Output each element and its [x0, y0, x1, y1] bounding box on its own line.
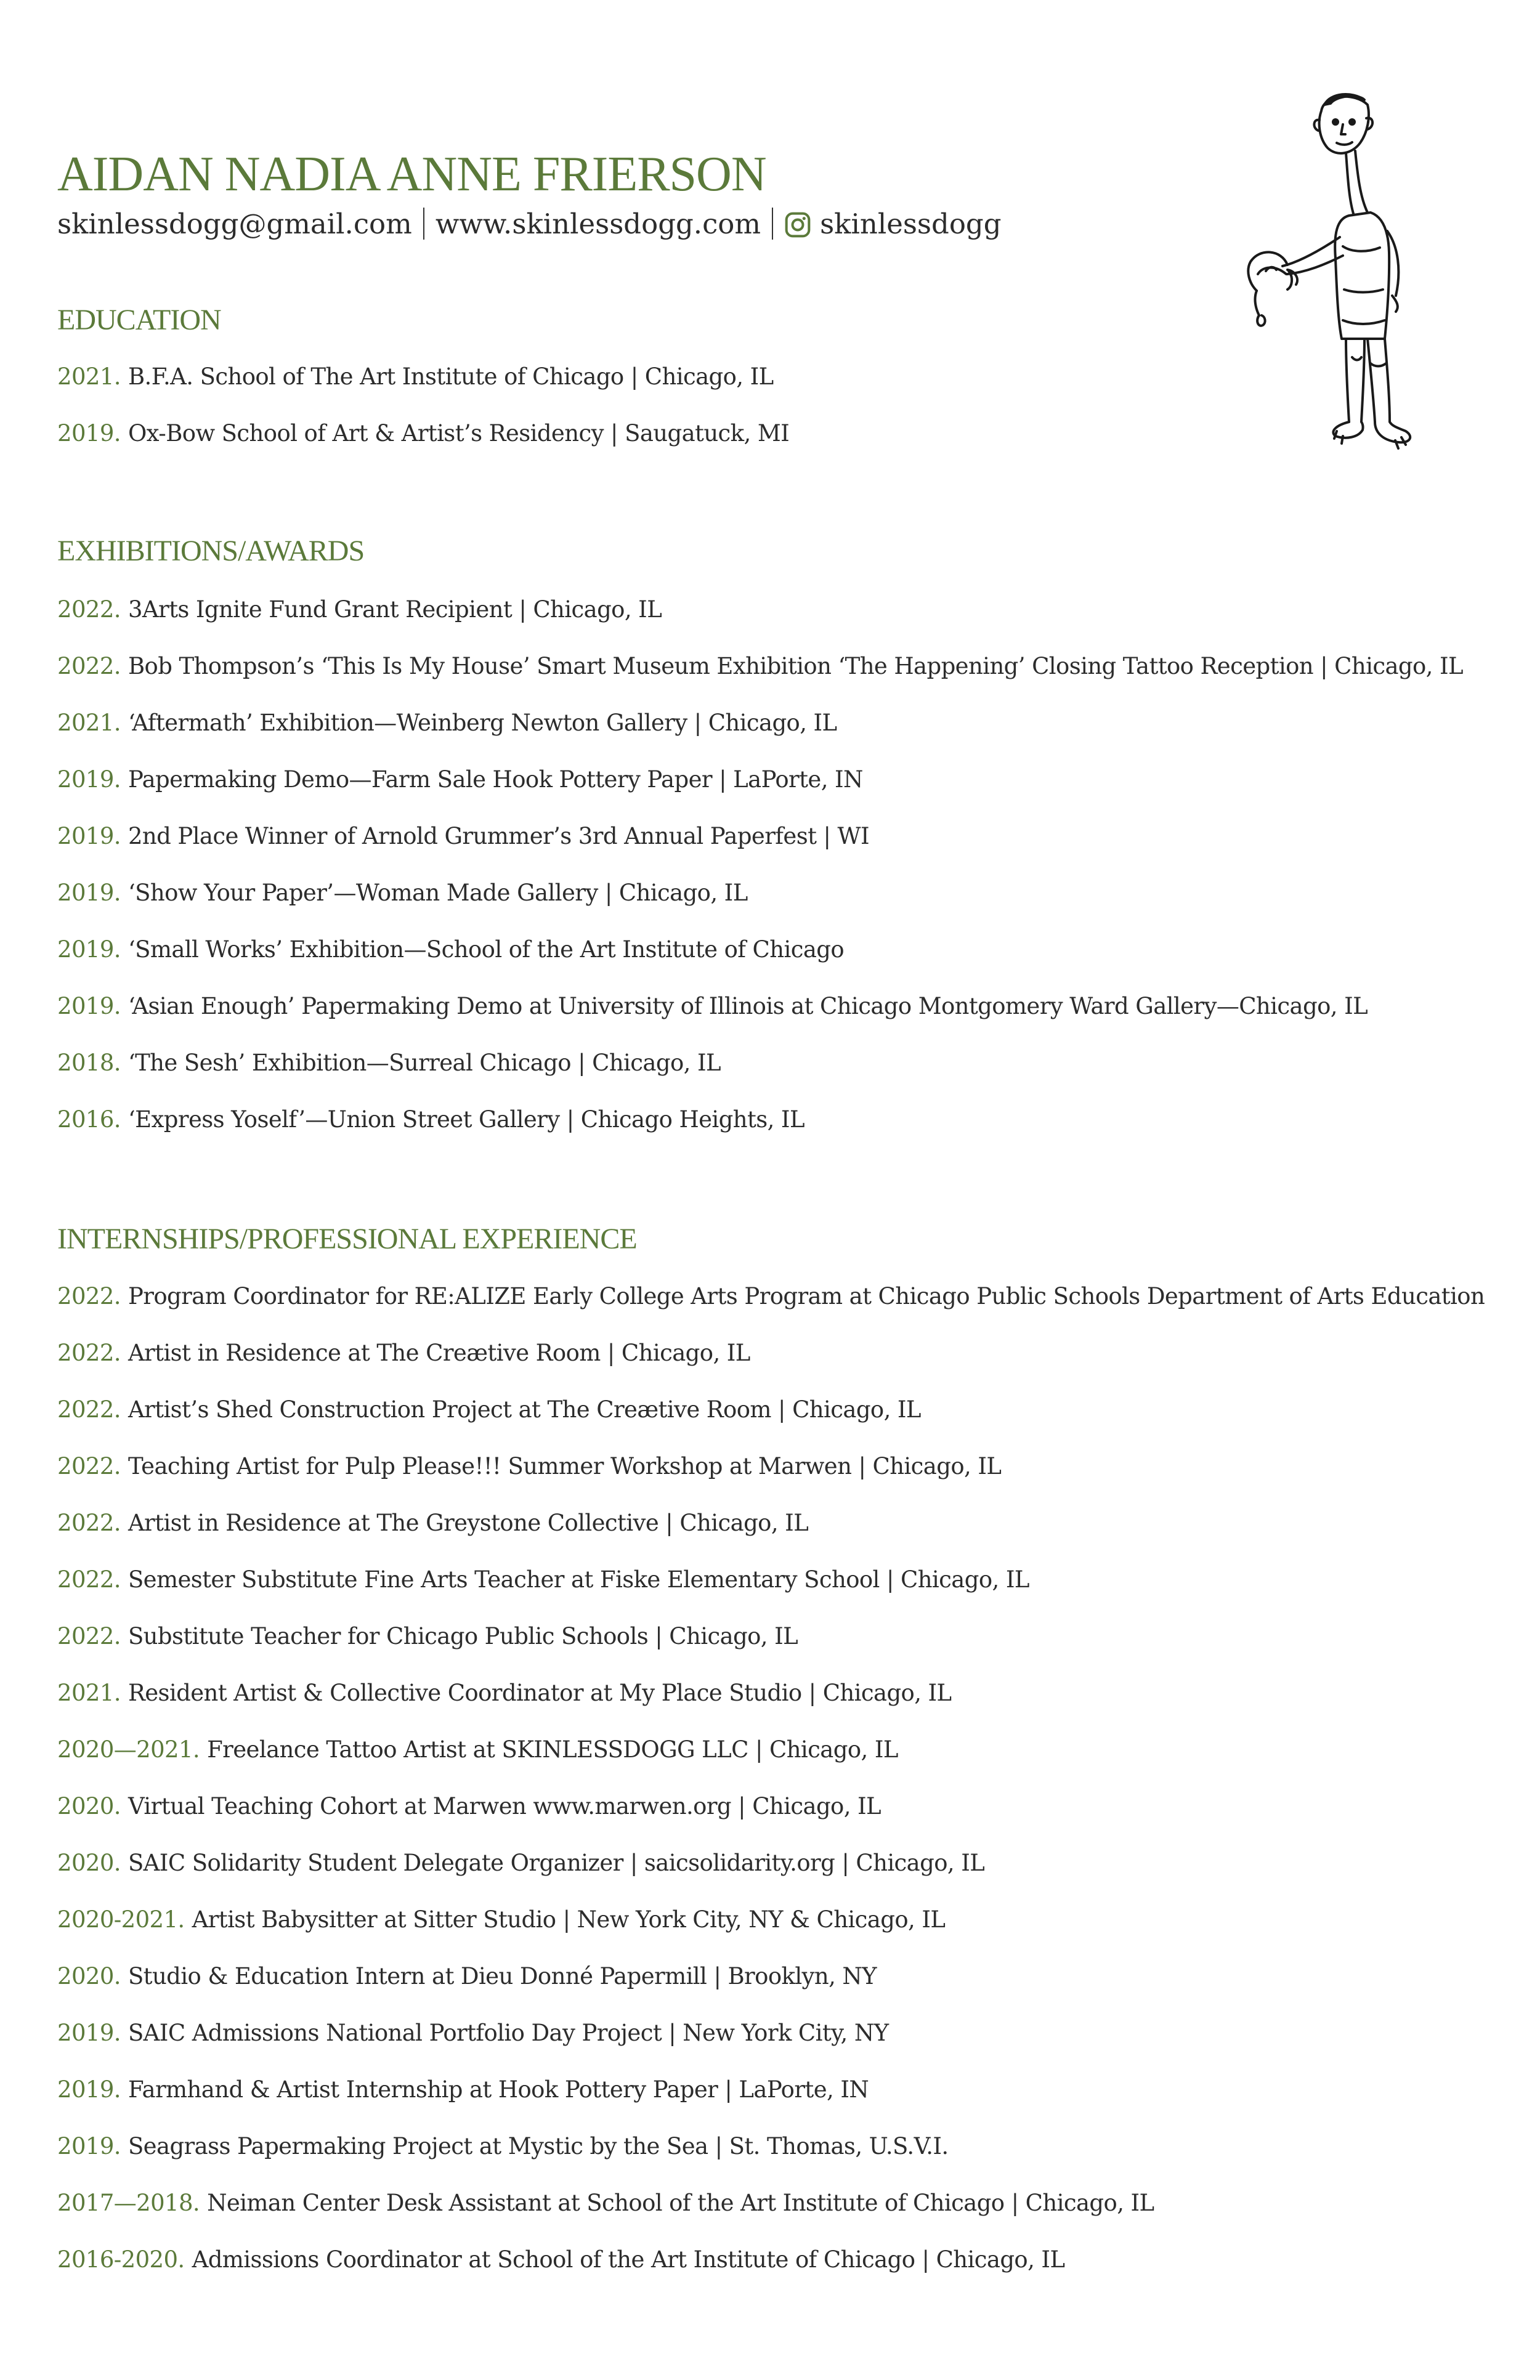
experience-item: [57, 1340, 750, 1366]
exhibition-item: [57, 936, 844, 963]
experience-item: [57, 2133, 949, 2159]
entry-year: 2019.: [57, 2076, 121, 2103]
entry-year: 2016.: [57, 1106, 121, 1133]
entry-text: Neiman Center Desk Assistant at School of the Art Institute of Chicago | Chicago, IL: [207, 2190, 1154, 2216]
exhibition-item: [57, 766, 863, 793]
entry-year: 2022.: [57, 1566, 121, 1593]
instagram-handle[interactable]: skinlessdogg: [820, 208, 1002, 240]
entry-text: ‘Express Yoself’—Union Street Gallery | Chicago Heights, IL: [128, 1106, 804, 1133]
entry-text: Artist Babysitter at Sitter Studio | New York City, NY & Chicago, IL: [192, 1906, 946, 1933]
entry-year: 2020.: [57, 1963, 121, 1989]
entry-text: Freelance Tattoo Artist at SKINLESSDOGG LLC | Chicago, IL: [207, 1736, 898, 1763]
exhibition-item: [57, 1106, 804, 1133]
entry-year: 2022.: [57, 1340, 121, 1366]
experience-item: [57, 1680, 952, 1706]
entry-year: 2019.: [57, 880, 121, 906]
entry-year: 2019.: [57, 420, 121, 447]
entry-year: 2020.: [57, 1850, 121, 1876]
entry-text: Artist’s Shed Construction Project at The Creætive Room | Chicago, IL: [128, 1396, 921, 1423]
education-item: [57, 363, 774, 390]
entry-text: ‘The Sesh’ Exhibition—Surreal Chicago | Chicago, IL: [128, 1050, 721, 1076]
exhibition-item: [57, 710, 837, 736]
exhibition-item: [57, 596, 662, 623]
experience-item: [57, 2020, 888, 2046]
entry-text: Artist in Residence at The Creætive Room | Chicago, IL: [128, 1340, 750, 1366]
experience-item: [57, 1396, 921, 1423]
entry-text: ‘Asian Enough’ Papermaking Demo at University of Illinois at Chicago Montgomery Ward Gallery—Chicago, IL: [128, 993, 1368, 1019]
entry-text: Admissions Coordinator at School of the Art Institute of Chicago | Chicago, IL: [192, 2246, 1065, 2273]
instagram-icon: [784, 211, 811, 238]
entry-text: Studio & Education Intern at Dieu Donné Papermill | Brooklyn, NY: [128, 1963, 877, 1989]
experience-item: [57, 2246, 1064, 2273]
experience-item: [57, 1963, 877, 1989]
entry-text: Bob Thompson’s ‘This Is My House’ Smart Museum Exhibition ‘The Happening’ Closing Tattoo Reception | Chicago, IL: [128, 653, 1463, 679]
entry-text: Papermaking Demo—Farm Sale Hook Pottery Paper | LaPorte, IN: [128, 766, 863, 793]
experience-item: [57, 1736, 898, 1763]
experience-item: [57, 1566, 1029, 1593]
exhibition-item: [57, 1050, 721, 1076]
entry-year: 2019.: [57, 823, 121, 849]
exhibition-item: [57, 653, 1463, 679]
entry-year: 2022.: [57, 596, 121, 623]
experience-item: [57, 1623, 798, 1649]
entry-text: 2nd Place Winner of Arnold Grummer’s 3rd Annual Paperfest | WI: [128, 823, 869, 849]
experience-item: [57, 1283, 1485, 1309]
entry-text: Semester Substitute Fine Arts Teacher at Fiske Elementary School | Chicago, IL: [128, 1566, 1029, 1593]
entry-text: B.F.A. School of The Art Institute of Chicago | Chicago, IL: [128, 363, 774, 390]
entry-year: 2020-2021.: [57, 1906, 185, 1933]
exhibitions-heading: EXHIBITIONS/AWARDS: [57, 535, 365, 567]
entry-text: Virtual Teaching Cohort at Marwen www.marwen.org | Chicago, IL: [128, 1793, 881, 1819]
divider: [423, 208, 424, 240]
experience-item: [57, 1510, 808, 1536]
divider: [772, 208, 773, 240]
resume-name: AIDAN NADIA ANNE FRIERSON: [57, 147, 766, 201]
entry-text: ‘Small Works’ Exhibition—School of the Art Institute of Chicago: [128, 936, 845, 963]
entry-year: 2021.: [57, 710, 121, 736]
experience-item: [57, 1453, 1001, 1479]
experience-item: [57, 1793, 881, 1819]
entry-year: 2017—2018.: [57, 2190, 200, 2216]
entry-year: 2019.: [57, 993, 121, 1019]
entry-text: Substitute Teacher for Chicago Public Schools | Chicago, IL: [128, 1623, 798, 1649]
entry-year: 2021.: [57, 363, 121, 390]
entry-text: ‘Show Your Paper’—Woman Made Gallery | Chicago, IL: [128, 880, 748, 906]
entry-year: 2019.: [57, 2133, 121, 2159]
entry-text: Farmhand & Artist Internship at Hook Pottery Paper | LaPorte, IN: [128, 2076, 869, 2103]
entry-year: 2020.: [57, 1793, 121, 1819]
entry-year: 2020—2021.: [57, 1736, 200, 1763]
education-heading: EDUCATION: [57, 304, 221, 336]
entry-text: Artist in Residence at The Greystone Collective | Chicago, IL: [128, 1510, 809, 1536]
entry-year: 2019.: [57, 2020, 121, 2046]
experience-item: [57, 2076, 869, 2103]
entry-text: Program Coordinator for RE:ALIZE Early College Arts Program at Chicago Public Schools Department of Arts Education: [128, 1283, 1485, 1309]
entry-year: 2016-2020.: [57, 2246, 185, 2273]
figure-illustration: [1244, 86, 1454, 456]
entry-text: SAIC Admissions National Portfolio Day Project | New York City, NY: [128, 2020, 889, 2046]
entry-year: 2022.: [57, 1623, 121, 1649]
experience-item: [57, 1850, 984, 1876]
entry-year: 2022.: [57, 1510, 121, 1536]
entry-year: 2022.: [57, 653, 121, 679]
entry-text: Ox-Bow School of Art & Artist’s Residency | Saugatuck, MI: [128, 420, 790, 447]
entry-year: 2022.: [57, 1283, 121, 1309]
experience-heading: INTERNSHIPS/PROFESSIONAL EXPERIENCE: [57, 1223, 637, 1255]
entry-text: Seagrass Papermaking Project at Mystic by the Sea | St. Thomas, U.S.V.I.: [128, 2133, 949, 2159]
exhibition-item: [57, 880, 748, 906]
exhibition-item: [57, 993, 1368, 1019]
entry-year: 2019.: [57, 936, 121, 963]
email-link[interactable]: skinlessdogg@gmail.com: [57, 208, 412, 240]
entry-year: 2022.: [57, 1396, 121, 1423]
entry-text: ‘Aftermath’ Exhibition—Weinberg Newton Gallery | Chicago, IL: [128, 710, 837, 736]
experience-item: [57, 1906, 945, 1933]
entry-year: 2022.: [57, 1453, 121, 1479]
website-link[interactable]: www.skinlessdogg.com: [435, 208, 761, 240]
entry-year: 2019.: [57, 766, 121, 793]
entry-text: SAIC Solidarity Student Delegate Organizer | saicsolidarity.org | Chicago, IL: [128, 1850, 985, 1876]
exhibition-item: [57, 823, 869, 849]
entry-text: Resident Artist & Collective Coordinator at My Place Studio | Chicago, IL: [128, 1680, 952, 1706]
entry-text: Teaching Artist for Pulp Please!!! Summer Workshop at Marwen | Chicago, IL: [128, 1453, 1002, 1479]
experience-item: [57, 2190, 1154, 2216]
entry-text: 3Arts Ignite Fund Grant Recipient | Chicago, IL: [128, 596, 662, 623]
entry-year: 2021.: [57, 1680, 121, 1706]
education-item: [57, 420, 789, 447]
contact-line: [57, 208, 1002, 240]
entry-year: 2018.: [57, 1050, 121, 1076]
